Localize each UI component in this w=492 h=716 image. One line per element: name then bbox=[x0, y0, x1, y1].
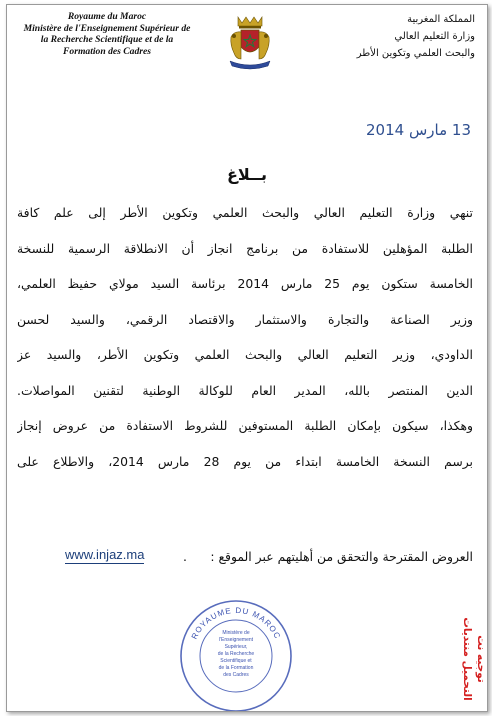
announcement-body bbox=[17, 195, 473, 479]
forum-watermark bbox=[453, 607, 487, 711]
stamp-line: Supérieur, bbox=[224, 644, 248, 650]
document-page bbox=[6, 4, 488, 712]
body-line: الطلبة المؤهلين للاستفادة من برنامج انجاز أن الانطلاقة الرسمية للنسخة bbox=[17, 240, 473, 256]
website-dot: . bbox=[183, 549, 187, 564]
header-arabic-line: المملكة المغربية bbox=[407, 14, 475, 25]
body-line: الخامسة ستكون يوم 25 مارس 2014 برئاسة السيد مولاي حفيظ العلمي، bbox=[17, 276, 473, 291]
stamp-line: des Cadres bbox=[223, 672, 249, 678]
stamp-line: de la Recherche bbox=[217, 651, 255, 657]
header-french-line: la Recherche Scientifique et de la bbox=[40, 34, 174, 45]
body-line: الدين المنتصر بالله، المدير العام للوكالة الوطنية لتقنين المواصلات. bbox=[17, 382, 473, 398]
stamp-line: l'Enseignement bbox=[218, 637, 254, 643]
document-date: 13 مارس 2014 bbox=[366, 121, 471, 139]
stamp-line: de la Formation bbox=[218, 665, 254, 671]
body-line: الداودي، وزير التعليم العالي والبحث العلمي وتكوين الأطر، والسيد عز bbox=[17, 347, 473, 362]
watermark-line: توجيه نت bbox=[475, 635, 487, 683]
body-line: برسم النسخة الخامسة ابتداء من يوم 28 مارس 2014، والاطلاع على bbox=[17, 453, 473, 469]
header-arabic-line: وزارة التعليم العالي bbox=[394, 31, 475, 42]
stamp-line: Ministère de bbox=[222, 630, 250, 636]
page-title: بــلاغ bbox=[226, 165, 268, 184]
stamp-line: Scientifique et bbox=[220, 658, 252, 664]
body-line: وهكذا، سيكون بإمكان الطلبة المستوفين للشروط الاستفادة من عروض إنجاز bbox=[17, 418, 473, 433]
stamp-ring-text: ROYAUME DU MAROC bbox=[189, 605, 283, 641]
header-french-line: Formation des Cadres bbox=[63, 45, 151, 57]
header-arabic bbox=[335, 11, 475, 62]
header-arabic-line: والبحث العلمي وتكوين الأطر bbox=[356, 48, 475, 59]
official-stamp bbox=[177, 597, 295, 712]
moroccan-coat-of-arms-icon bbox=[222, 13, 278, 71]
watermark-line: التحميل منتديات bbox=[461, 617, 473, 701]
header-french-line: Royaume du Maroc bbox=[67, 11, 147, 22]
website-link[interactable]: www.injaz.ma bbox=[65, 547, 145, 562]
website-caption: العروض المقترحة والتحقق من أهليتهم عبر الموقع : bbox=[210, 549, 473, 564]
body-line: وزير الصناعة والتجارة والاستثمار والاقتصاد الرقمي، والسيد لحسن bbox=[17, 311, 473, 327]
header-french-line: Ministère de l'Enseignement Supérieur de bbox=[23, 22, 191, 34]
header-french bbox=[17, 11, 197, 57]
body-line: تنهي وزارة التعليم العالي والبحث العلمي وتكوين الأطر إلى علم كافة bbox=[17, 205, 473, 220]
website-line bbox=[17, 549, 473, 571]
